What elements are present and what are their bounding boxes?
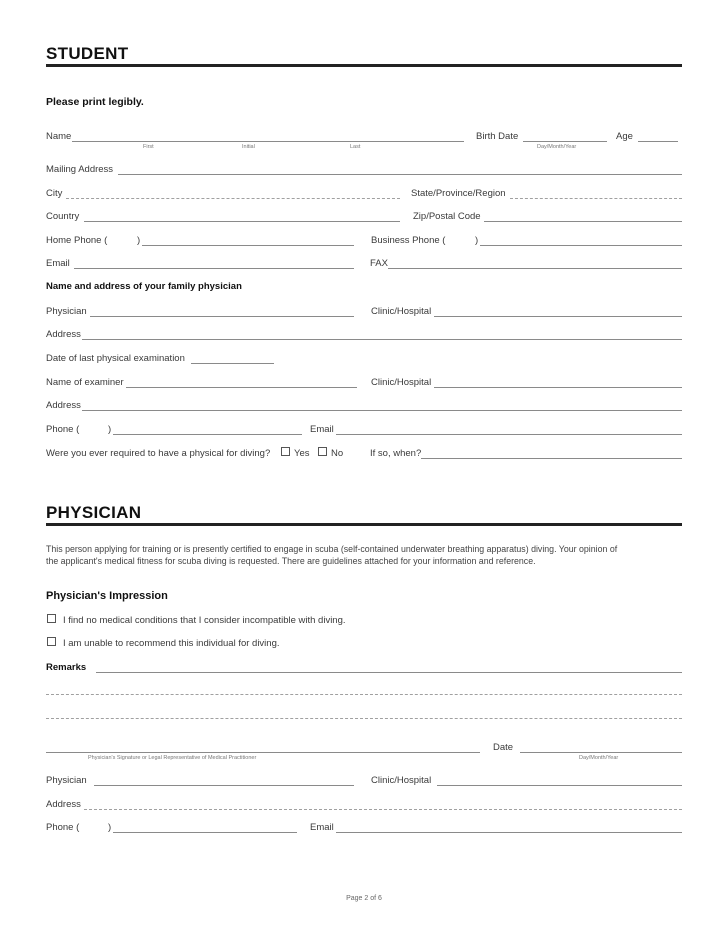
doctor-clinic-field[interactable] — [437, 785, 682, 786]
option2-checkbox[interactable] — [47, 637, 56, 646]
examiner-email-label: Email — [310, 424, 334, 435]
if-so-field[interactable] — [421, 458, 682, 459]
remarks-line-1[interactable] — [96, 672, 682, 673]
doctor-address-field[interactable] — [84, 809, 682, 810]
doctor-email-label: Email — [310, 822, 334, 833]
student-clinic-field[interactable] — [434, 316, 682, 317]
examiner-field[interactable] — [126, 387, 357, 388]
doctor-physician-field[interactable] — [94, 785, 354, 786]
birth-date-sub: Day/Month/Year — [537, 144, 577, 150]
examiner-clinic-field[interactable] — [434, 387, 682, 388]
business-phone-label: Business Phone ( — [371, 235, 446, 246]
no-label: No — [331, 448, 344, 459]
country-label: Country — [46, 211, 80, 222]
examiner-address-field[interactable] — [82, 410, 682, 411]
home-phone-label: Home Phone ( — [46, 235, 108, 246]
fax-label: FAX — [370, 258, 388, 269]
remarks-line-2[interactable] — [46, 694, 682, 695]
physician-intro — [46, 544, 682, 567]
date-sub: Day/Month/Year — [579, 755, 619, 761]
physician-rule — [46, 523, 682, 526]
yes-checkbox[interactable] — [281, 447, 290, 456]
examiner-address-label: Address — [46, 400, 81, 411]
examiner-clinic-label: Clinic/Hospital — [371, 377, 432, 388]
last-exam-field[interactable] — [191, 363, 274, 364]
doctor-physician-label: Physician — [46, 775, 87, 786]
student-clinic-label: Clinic/Hospital — [371, 306, 432, 317]
examiner-phone-close: ) — [108, 424, 112, 435]
option1-checkbox[interactable] — [47, 614, 56, 623]
fax-field[interactable] — [388, 268, 682, 269]
doctor-clinic-label: Clinic/Hospital — [371, 775, 432, 786]
date-label: Date — [493, 742, 514, 753]
name-sub-first: First — [143, 144, 154, 150]
print-instruction: Please print legibly. — [46, 96, 144, 108]
city-field[interactable] — [66, 198, 400, 199]
examiner-phone-field[interactable] — [113, 434, 302, 435]
examiner-label: Name of examiner — [46, 377, 124, 388]
doctor-address-label: Address — [46, 799, 81, 810]
name-label: Name — [46, 131, 72, 142]
date-field[interactable] — [520, 752, 682, 753]
examiner-email-field[interactable] — [336, 434, 682, 435]
student-rule — [46, 64, 682, 67]
city-label: City — [46, 188, 63, 199]
doctor-phone-field[interactable] — [113, 832, 297, 833]
physician-intro-line2: the applicant's medical fitness for scuba diving is requested. There are guidelines attached for your information and reference. — [46, 555, 536, 566]
email-field[interactable] — [74, 268, 354, 269]
home-phone-field[interactable] — [142, 245, 354, 246]
birth-date-label: Birth Date — [476, 131, 519, 142]
name-sub-last: Last — [350, 144, 361, 150]
business-phone-field[interactable] — [480, 245, 682, 246]
doctor-phone-label: Phone ( — [46, 822, 80, 833]
student-physician-label: Physician — [46, 306, 87, 317]
impression-heading: Physician's Impression — [46, 590, 168, 602]
home-phone-close: ) — [137, 235, 141, 246]
last-exam-label: Date of last physical examination — [46, 353, 185, 364]
name-sub-initial: Initial — [242, 144, 255, 150]
page-number: Page 2 of 6 — [346, 895, 382, 902]
yes-label: Yes — [294, 448, 310, 459]
physician-intro-line1: This person applying for training or is presently certified to engage in scuba (self-contained underwater breathing apparatus) diving. Your opinion of — [46, 544, 618, 554]
required-question: Were you ever required to have a physical for diving? — [46, 448, 271, 459]
state-field[interactable] — [510, 198, 682, 199]
family-physician-heading: Name and address of your family physician — [46, 281, 242, 292]
age-field[interactable] — [638, 141, 678, 142]
signature-field[interactable] — [46, 752, 480, 753]
remarks-line-3[interactable] — [46, 718, 682, 719]
student-address-field[interactable] — [82, 339, 682, 340]
mailing-address-field[interactable] — [118, 174, 682, 175]
student-physician-field[interactable] — [90, 316, 354, 317]
country-field[interactable] — [84, 221, 400, 222]
doctor-phone-close: ) — [108, 822, 112, 833]
if-so-label: If so, when? — [370, 448, 422, 459]
zip-field[interactable] — [484, 221, 682, 222]
remarks-label: Remarks — [46, 662, 87, 673]
birth-date-field[interactable] — [523, 141, 607, 142]
state-label: State/Province/Region — [411, 188, 506, 199]
option1-label: I find no medical conditions that I consider incompatible with diving. — [63, 615, 346, 626]
business-phone-close: ) — [475, 235, 479, 246]
signature-sub: Physician's Signature or Legal Representative of Medical Practitioner — [88, 755, 257, 761]
age-label: Age — [616, 131, 633, 142]
physician-heading: PHYSICIAN — [46, 503, 142, 522]
option2-label: I am unable to recommend this individual for diving. — [63, 638, 280, 649]
no-checkbox[interactable] — [318, 447, 327, 456]
mailing-address-label: Mailing Address — [46, 164, 114, 175]
doctor-email-field[interactable] — [336, 832, 682, 833]
examiner-phone-label: Phone ( — [46, 424, 80, 435]
student-address-label: Address — [46, 329, 81, 340]
name-field[interactable] — [72, 141, 464, 142]
student-heading: STUDENT — [46, 44, 129, 63]
zip-label: Zip/Postal Code — [413, 211, 481, 222]
email-label: Email — [46, 258, 70, 269]
